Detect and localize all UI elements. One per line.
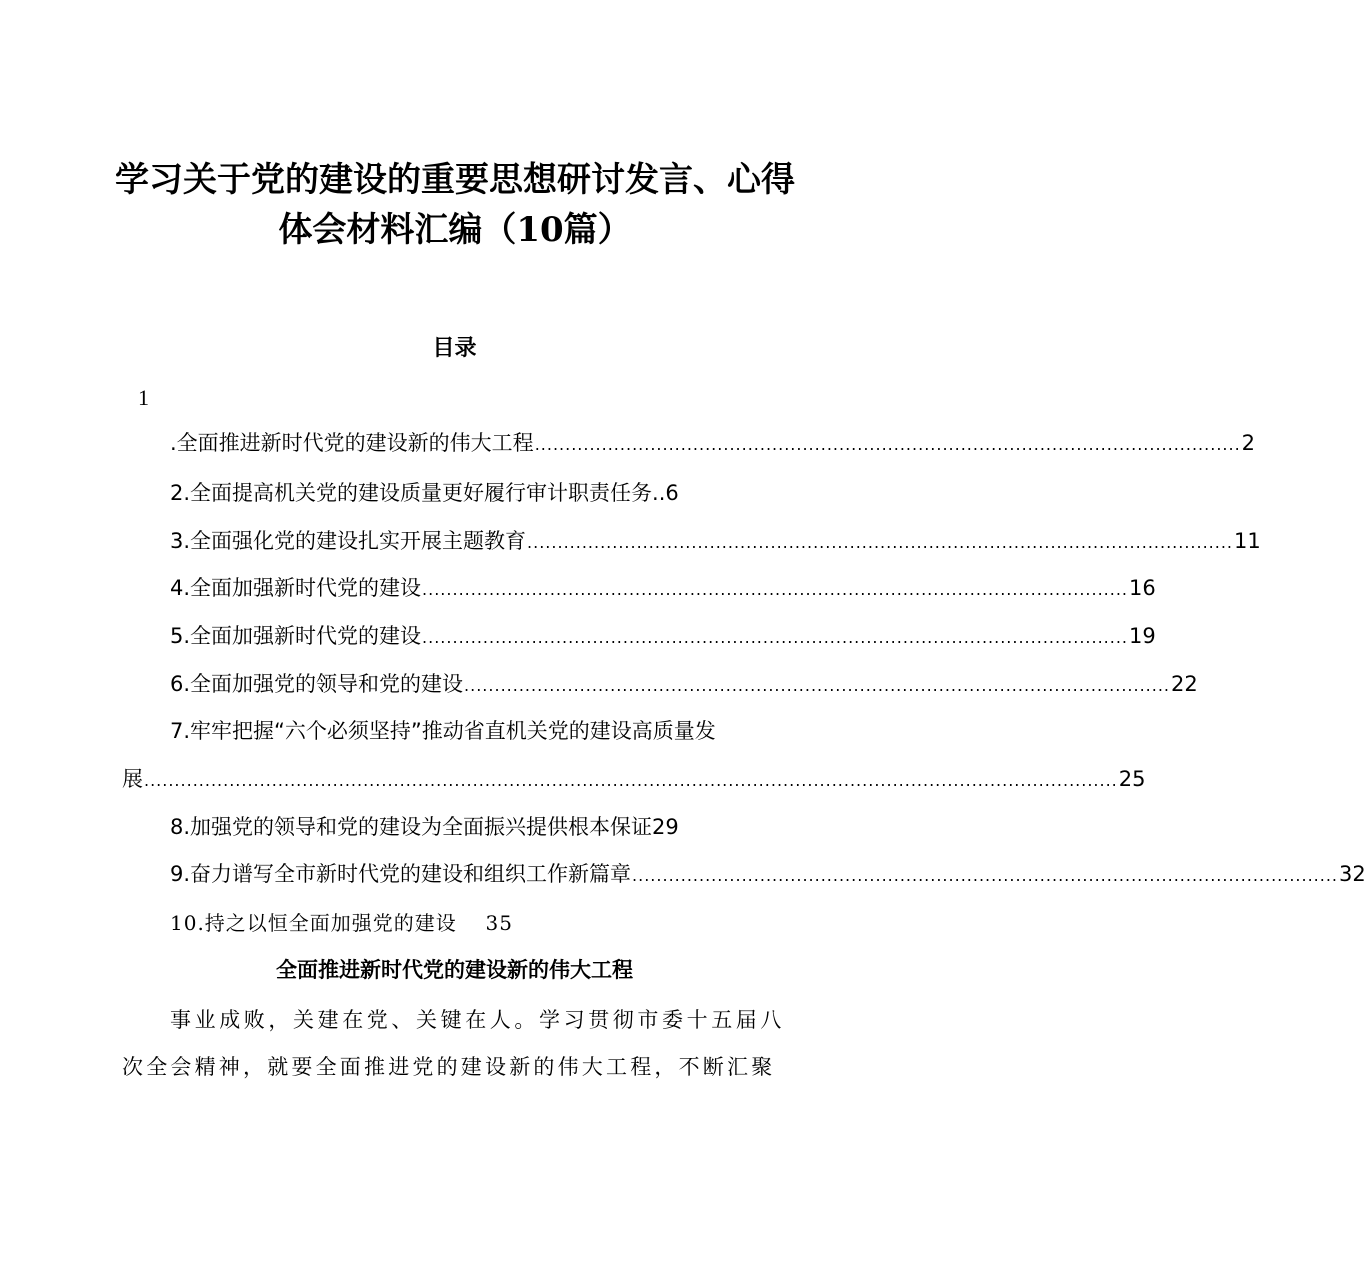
- paragraph-line-1: 事业成败，关建在党、关键在人。学习贯彻市委十五届八: [170, 1008, 785, 1032]
- toc-heading: 目录: [432, 335, 477, 361]
- toc-entry-2[interactable]: [170, 478, 755, 508]
- toc-entry-page: 35: [485, 911, 513, 935]
- toc-entry-label: 2.全面提高机关党的建设质量更好履行审计职责任务.: [170, 481, 659, 505]
- toc-entry-8[interactable]: [170, 812, 755, 842]
- toc-entry-page: 16: [1129, 576, 1156, 600]
- toc-leader-dots: ....................................................................................................................: [527, 533, 1234, 552]
- toc-entry-5[interactable]: [170, 621, 1156, 653]
- paragraph-line-2: 次全会精神，就要全面推进党的建设新的伟大工程，不断汇聚: [122, 1055, 776, 1079]
- toc-marker: 1: [138, 385, 149, 410]
- toc-leader-dots: ....................................................................................................................: [534, 435, 1241, 454]
- toc-entry-page: 22: [1171, 672, 1198, 696]
- toc-entry-6[interactable]: [170, 669, 1198, 701]
- toc-entry-page: 32: [1339, 862, 1366, 886]
- toc-entry-label: .全面推进新时代党的建设新的伟大工程: [170, 431, 534, 455]
- section-title: 全面推进新时代党的建设新的伟大工程: [276, 957, 633, 982]
- toc-entry-label: 3.全面强化党的建设扎实开展主题教育: [170, 529, 527, 553]
- toc-leader-dots: ....................................................................................................................: [422, 580, 1129, 599]
- toc-entry-label: 展: [122, 767, 143, 791]
- toc-leader-dots: ....................................................................................................................: [632, 866, 1339, 885]
- toc-entry-page: 29: [652, 815, 679, 839]
- toc-entry-label: 6.全面加强党的领导和党的建设: [170, 672, 464, 696]
- toc-entry-3[interactable]: [170, 526, 1261, 558]
- toc-entry-label: 10.持之以恒全面加强党的建设: [170, 911, 457, 935]
- toc-entry-7-line-2[interactable]: [122, 764, 1146, 796]
- document-title-line-1: 学习关于党的建设的重要思想研讨发言、心得: [115, 160, 795, 200]
- toc-entry-9[interactable]: [170, 859, 1366, 891]
- toc-entry-4[interactable]: [170, 573, 1156, 605]
- toc-entry-10[interactable]: [170, 908, 513, 938]
- toc-entry-7-line-1[interactable]: 7.牢牢把握“六个必须坚持”推动省直机关党的建设高质量发: [170, 719, 716, 743]
- toc-leader-dots: ................................................................................................................................................................: [144, 771, 1118, 790]
- toc-entry-page: .6: [658, 481, 679, 505]
- toc-leader-dots: ....................................................................................................................: [464, 676, 1171, 695]
- toc-leader-dots: ....................................................................................................................: [422, 628, 1129, 647]
- document-title-line-2: 体会材料汇编（10篇）: [278, 210, 632, 250]
- toc-entry-label: 5.全面加强新时代党的建设: [170, 624, 422, 648]
- toc-entry-page: 11: [1234, 529, 1261, 553]
- toc-entry-1[interactable]: [170, 428, 1256, 460]
- toc-entry-label: 9.奋力谱写全市新时代党的建设和组织工作新篇章: [170, 862, 632, 886]
- toc-entry-page: 2: [1241, 431, 1256, 455]
- toc-entry-page: 25: [1118, 767, 1146, 791]
- toc-entry-label: 4.全面加强新时代党的建设: [170, 576, 422, 600]
- toc-entry-page: 19: [1129, 624, 1156, 648]
- toc-entry-label: 8.加强党的领导和党的建设为全面振兴提供根本保证: [170, 815, 653, 839]
